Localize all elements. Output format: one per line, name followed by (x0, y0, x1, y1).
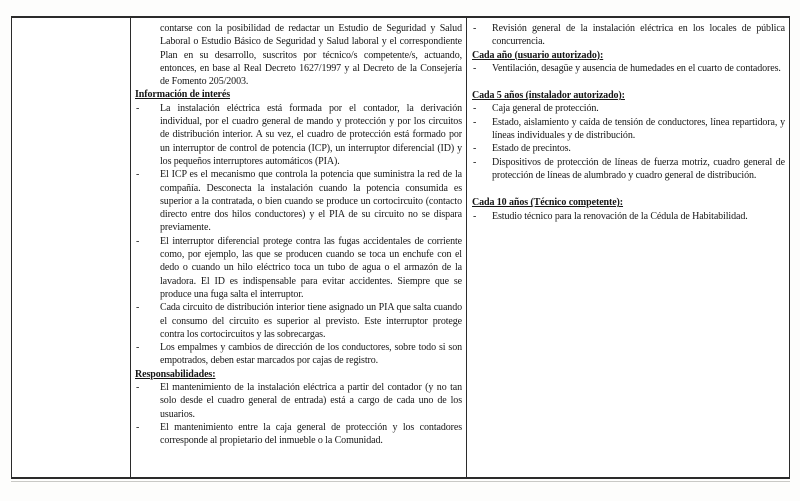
list-item-text: Revisión general de la instalación eléctrica en los locales de pública concurrencia. (492, 23, 785, 48)
section-heading: Información de interés (135, 89, 231, 101)
list-item (135, 301, 462, 341)
list-item-dash-marker: - (136, 342, 140, 354)
list-item (472, 116, 785, 143)
table-column-maintenance-schedule (467, 18, 789, 477)
list-item-dash-marker: - (473, 23, 477, 34)
list-item (472, 102, 785, 115)
list-item-text: Estado, aislamiento y caída de tensión de conductores, línea repartidora, y líneas individuales y de distribución. (492, 116, 785, 142)
section-heading: Cada año (usuario autorizado): (472, 49, 604, 61)
list-item-text: Ventilación, desagüe y ausencia de humedades en el cuarto de contadores. (492, 62, 781, 74)
table-column-empty (12, 18, 131, 477)
list-item (472, 156, 785, 183)
list-item-text: Dispositivos de protección de líneas de fuerza motriz, cuadro general de protección de líneas de alumbrado y cuadro general de distribución. (492, 156, 785, 181)
line-spacer (472, 75, 785, 89)
list-item (135, 381, 462, 421)
line-spacer (472, 182, 785, 196)
list-item-dash-marker: - (136, 382, 140, 394)
list-item-text: El interruptor diferencial protege contra las fugas accidentales de corriente como, por ejemplo, las que se producen cuando se toca un enchufe con el dedo o cuando un hilo eléctrico toca un tubo de agua o el armazón de la lavadora. El ID es indispensable para evitar accidentes. Siempre que se produce una fuga salta el interruptor. (160, 235, 462, 300)
list-item-text: El mantenimiento de la instalación eléctrica a partir del contador (y no tan solo desde el cuadro general de entrada) está a cargo de cada uno de los usuarios. (160, 382, 462, 420)
list-item (135, 421, 462, 448)
list-item (472, 142, 785, 155)
list-item-dash-marker: - (136, 169, 140, 181)
document-table (11, 16, 790, 479)
list-item-dash-marker: - (473, 143, 477, 155)
list-item-dash-marker: - (136, 102, 140, 114)
list-item (472, 22, 785, 49)
section-heading: Cada 5 años (instalador autorizado): (472, 90, 625, 102)
section-heading: Cada 10 años (Técnico competente): (472, 197, 624, 209)
section-heading: Responsabilidades: (135, 368, 216, 380)
list-item-text: Cada circuito de distribución interior tiene asignado un PIA que salta cuando el consumo del circuito es superior al previsto. Este interruptor protege contra los cortocircuitos y las sobrecargas. (160, 302, 462, 340)
list-item-dash-marker: - (136, 421, 140, 433)
scan-artifact-line (11, 481, 790, 482)
paragraph: contarse con la posibilidad de redactar un Estudio de Seguridad y Salud Laboral o Estudio Básico de Seguridad y Salud laboral y el correspondiente Plan en su desarrollo, suscritos por técnico/s competente/s, actuando, entonces, en base al Real Decreto 1627/1997 y al Decreto de la Consejería de Fomento 205/2003. (160, 23, 462, 88)
list-item-dash-marker: - (473, 156, 477, 168)
list-item-text: Caja general de protección. (492, 103, 599, 115)
list-item (135, 235, 462, 301)
list-item (472, 62, 785, 75)
list-item (135, 168, 462, 234)
list-item-text: Estudio técnico para la renovación de la Cédula de Habitabilidad. (492, 210, 748, 222)
list-item-dash-marker: - (473, 62, 477, 74)
list-item-text: El ICP es el mecanismo que controla la potencia que suministra la red de la compañía. Desconecta la instalación cuando la potencia consumida es superior a la contratada, o bien cuando se produce un cortocircuito (contacto directo entre dos hilos conductores) y el PIA de su circuito no se dispara previamente. (160, 169, 462, 234)
list-item-text: El mantenimiento entre la caja general de protección y los contadores corresponde al propietario del inmueble o la Comunidad. (160, 421, 462, 447)
list-item-text: Estado de precintos. (492, 143, 571, 155)
list-item-dash-marker: - (473, 116, 477, 128)
list-item-dash-marker: - (473, 210, 477, 222)
list-item (135, 341, 462, 368)
list-item-dash-marker: - (136, 302, 140, 314)
list-item-text: La instalación eléctrica está formada por el contador, la derivación individual, por el cuadro general de mando y protección y por los circuitos de distribución interior. A su vez, el cuadro de protección está formado por un interruptor de control de potencia (ICP), un interruptor diferencial (ID) y los pequeños interruptores automáticos (PIA). (160, 102, 462, 167)
list-item-dash-marker: - (136, 235, 140, 247)
list-item-text: Los empalmes y cambios de dirección de los conductores, sobre todo si son empotrados, deben estar marcados por cajas de registro. (160, 342, 462, 367)
list-item-dash-marker: - (473, 103, 477, 115)
table-column-information (131, 18, 467, 477)
list-item (135, 102, 462, 168)
list-item (472, 210, 785, 223)
